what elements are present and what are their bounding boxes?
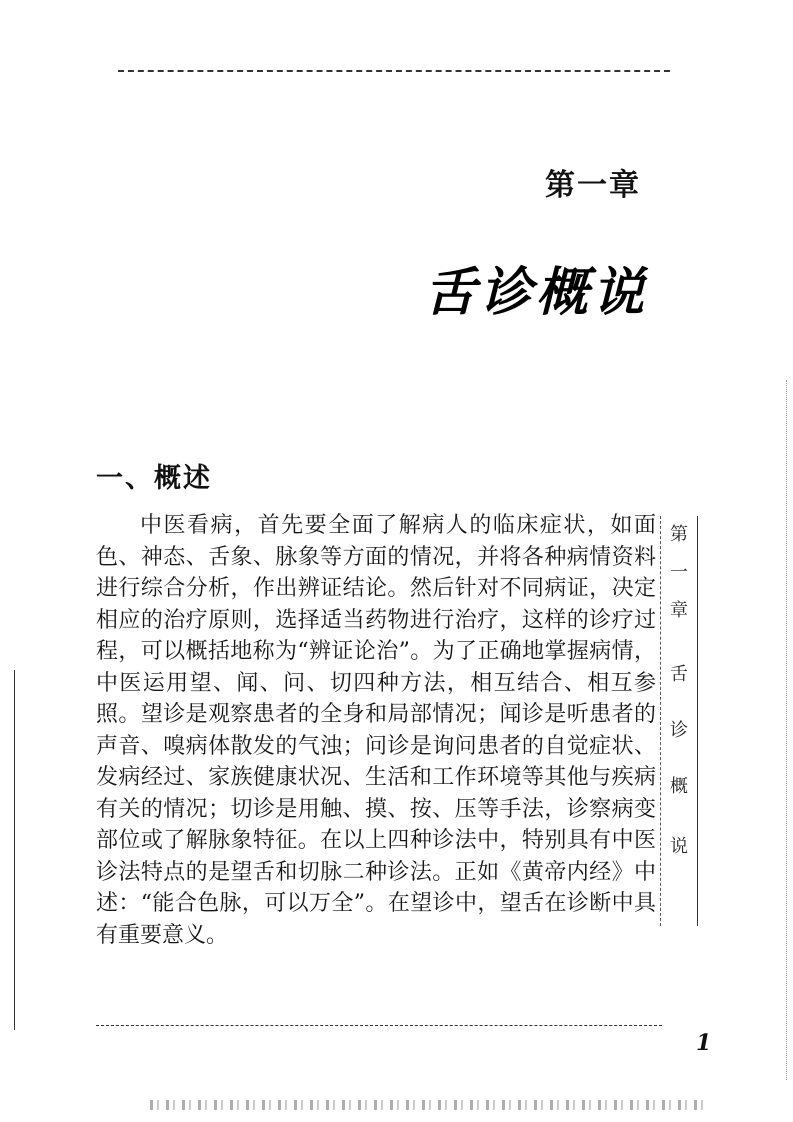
chapter-side-tab <box>660 516 698 926</box>
side-tab-char: 舌 <box>670 664 688 685</box>
section-heading: 一、概述 <box>96 463 212 494</box>
side-tab-char: 概 <box>670 776 688 797</box>
page-edge <box>786 380 787 1080</box>
body-paragraph: 中医看病，首先要全面了解病人的临床症状，如面色、神态、舌象、脉象等方面的情况，并将各种病情资料进行综合分析，作出辨证结论。然后针对不同病证，决定相应的治疗原则，选择适当药物进行治疗，这样的诊疗过程，可以概括地称为“辨证论治”。为了正确地掌握病情，中医运用望、闻、问、切四种方法，相互结合、相互参照。望诊是观察患者的全身和局部情况；闻诊是听患者的声音、嗅病体散发的气浊；问诊是询问患者的自觉症状、发病经过、家族健康状况、生活和工作环境等其他与疾病有关的情况；切诊是用触、摸、按、压等手法，诊察病变部位或了解脉象特征。在以上四种诊法中，特别具有中医诊法特点的是望舌和切脉二种诊法。正如《黄帝内经》中述：“能合色脉，可以万全”。在望诊中，望舌在诊断中具有重要意义。 <box>96 513 656 948</box>
page-number: 1 <box>696 1030 712 1056</box>
chapter-title: 舌诊概说 <box>423 263 648 323</box>
side-tab-text <box>670 516 688 866</box>
side-tab-char: 一 <box>670 562 688 583</box>
footer-rule <box>96 1025 662 1026</box>
chapter-label: 第一章 <box>545 168 641 203</box>
side-tab-char: 章 <box>670 600 688 621</box>
header-rule <box>118 70 670 72</box>
side-tab-char: 诊 <box>670 720 688 741</box>
side-tab-char: 说 <box>670 836 688 857</box>
scan-artifact <box>150 1100 710 1110</box>
side-tab-char: 第 <box>670 524 688 545</box>
scan-edge-line <box>14 670 15 1030</box>
